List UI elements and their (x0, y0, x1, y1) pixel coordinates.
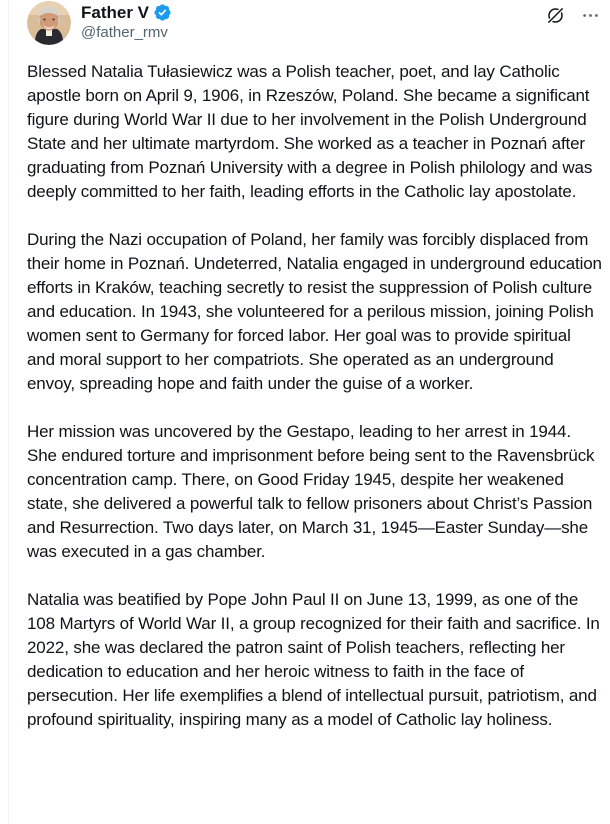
post-paragraph: Blessed Natalia Tułasiewicz was a Polish teacher, poet, and lay Catholic apostle born on April 9, 1906, in Rzeszów, Poland. She became a significant figure during World War II due to her involvement in the Polish Underground State and her ultimate martyrdom. She worked as a teacher in Poznań after graduating from Poznań University with a degree in Polish philology and was deeply committed to her faith, leading efforts in the Catholic lay apostolate. (27, 62, 593, 201)
name-block (81, 1, 172, 43)
more-button[interactable] (581, 6, 600, 25)
display-name[interactable]: Father V (81, 3, 150, 22)
avatar-image (27, 1, 71, 45)
verified-badge-icon (153, 3, 172, 22)
grok-actions-button[interactable] (546, 6, 565, 25)
user-handle: @father_rmv (81, 24, 168, 41)
post-text (27, 60, 602, 732)
post-paragraph: Natalia was beatified by Pope John Paul II on June 13, 1999, as one of the 108 Martyrs of World War II, a group recognized for their faith and sacrifice. In 2022, she was declared the patron saint of Polish teachers, reflecting her dedication to education and her heroic witness to faith in the face of persecution. Her life exemplifies a blend of intellectual pursuit, patriotism, and profound spirituality, inspiring many as a model of Catholic lay holiness. (27, 590, 600, 729)
grok-icon (546, 6, 565, 25)
tweet-header (27, 0, 602, 45)
avatar[interactable] (27, 1, 71, 45)
post-paragraph: During the Nazi occupation of Poland, her family was forcibly displaced from their home in Poznań. Undeterred, Natalia engaged in underground education efforts in Kraków, teaching secretly to resist the suppression of Polish culture and education. In 1943, she volunteered for a perilous mission, joining Polish women sent to Germany for forced labor. Her goal was to provide spiritual and moral support to her compatriots. She operated as an underground envoy, spreading hope and faith under the guise of a worker. (27, 230, 602, 393)
post-paragraph: Her mission was uncovered by the Gestapo, leading to her arrest in 1944. She endured torture and imprisonment before being sent to the Ravensbrück concentration camp. There, on Good Friday 1945, despite her weakened state, she delivered a powerful talk to fellow prisoners about Christ’s Passion and Resurrection. Two days later, on March 31, 1945—Easter Sunday—she was executed in a gas chamber. (27, 422, 595, 561)
name-row (81, 2, 172, 23)
header-actions (546, 1, 602, 25)
more-icon (581, 6, 600, 25)
